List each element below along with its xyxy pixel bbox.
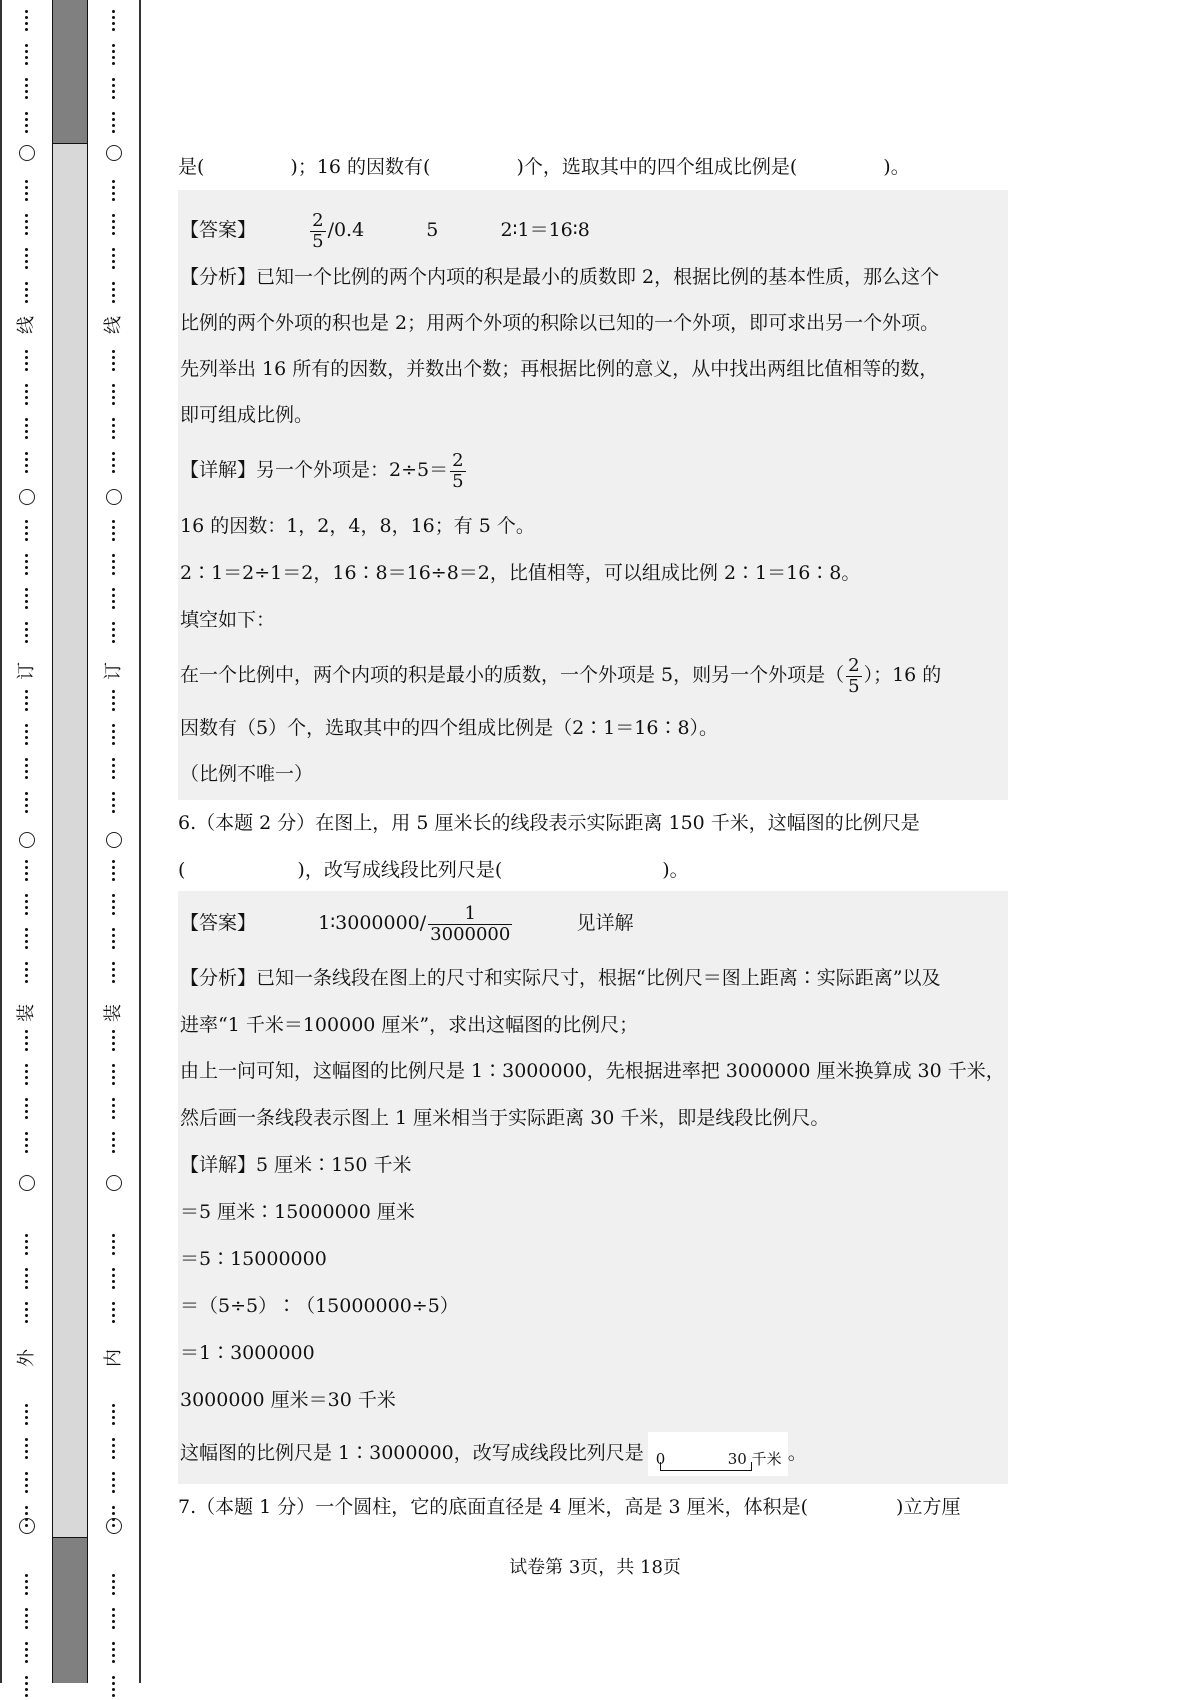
fraction [846,656,861,697]
q6-detail-line-5: 3000000 厘米＝30 千米 [180,1389,396,1411]
answer-3: 2∶1＝16∶8 [500,219,590,241]
q7-text-a: 7.（本题 1 分）一个圆柱，它的底面直径是 4 厘米，高是 3 厘米，体积是( [178,1496,809,1518]
dotted-cut-line [112,962,116,986]
q5-question-tail [178,154,910,180]
dotted-cut-line [25,1064,29,1088]
dotted-cut-line [112,350,116,374]
inner-binding-label: 装 [103,1004,124,1022]
q6-analysis-line-2: 进率“1 千米＝100000 厘米”，求出这幅图的比例尺； [180,1014,639,1036]
fraction-denominator: 5 [848,675,860,697]
answer-tag: 【答案】 [180,219,257,241]
dotted-cut-line [25,1676,29,1700]
dotted-cut-line [25,1472,29,1496]
binding-hole-circle-icon [106,489,122,505]
final-text: 这幅图的比例尺是 1∶3000000，改写成线段比列尺是 [180,1442,644,1464]
q6-text-b: )，改写成线段比列尺是( [297,859,503,881]
q7-text-b: )立方厘 [896,1496,961,1518]
binding-hole-circle-icon [19,489,35,505]
dotted-cut-line [112,44,116,68]
dotted-cut-line [25,928,29,952]
dotted-cut-line [25,1030,29,1054]
dotted-cut-line [25,894,29,918]
strip-dark-top [53,0,87,144]
answer-tag: 【答案】 [180,912,257,934]
inner-binding-label: 内 [103,1349,124,1367]
fraction-denominator: 5 [452,470,464,492]
fraction-numerator: 2 [452,449,464,471]
dotted-cut-line [25,452,29,476]
q6-analysis-line-3: 由上一问可知，这幅图的比例尺是 1∶3000000，先根据进率把 3000000 厘米换算成 30 千米， [180,1060,1005,1082]
dotted-cut-line [25,214,29,238]
dotted-cut-line [25,180,29,204]
analysis-text: 已知一条线段在图上的尺寸和实际尺寸，根据“比例尺＝图上距离∶实际距离”以及 [256,967,941,989]
dotted-cut-line [112,1302,116,1326]
analysis-text: 已知一个比例的两个内项的积是最小的质数即 2，根据比例的基本性质，那么这个 [256,266,940,288]
detail-text: 5 厘米∶150 千米 [256,1154,412,1176]
outer-binding-label: 外 [16,1349,37,1367]
dotted-cut-line [25,78,29,102]
q6-detail-line-3: ＝（5÷5）∶（15000000÷5） [180,1295,459,1317]
dotted-cut-line [25,384,29,408]
q5-text-a: 是( [178,156,205,178]
dotted-cut-line [112,1064,116,1088]
outer-binding-column [2,0,52,1683]
dotted-cut-line [112,1608,116,1632]
inner-binding-label: 订 [103,662,124,680]
dotted-cut-line [112,622,116,646]
dotted-cut-line [112,248,116,272]
q6-detail-line-4: ＝1∶3000000 [180,1342,315,1364]
dotted-cut-line [25,1642,29,1666]
binding-hole-circle-icon [19,832,35,848]
dotted-cut-line [25,44,29,68]
scale-rule [660,1462,752,1471]
dotted-cut-line [25,350,29,374]
q6-detail-line-1: ＝5 厘米∶15000000 厘米 [180,1201,415,1223]
answer-2: 见详解 [576,912,634,934]
binding-hole-circle-icon [106,145,122,161]
dotted-cut-line [112,78,116,102]
dotted-cut-line [112,792,116,816]
fraction-numerator: 2 [848,654,860,676]
answer-1-alt: /0.4 [327,219,365,241]
fraction [310,211,325,252]
dotted-cut-line [112,10,116,34]
q5-analysis-line-1 [180,264,939,290]
binding-hole-circle-icon [19,1518,35,1534]
q5-fill-line-1 [180,650,941,700]
dotted-cut-line [25,1098,29,1122]
fraction-denominator: 3000000 [430,923,511,945]
dotted-cut-line [112,112,116,136]
q5-answer-line [180,208,590,252]
analysis-tag: 【分析】 [180,266,257,288]
dotted-cut-line [25,1268,29,1292]
page-footer: 试卷第 3页，共 18页 [509,1557,681,1578]
q5-analysis-line-2: 比例的两个外项的积也是 2；用两个外项的积除以已知的一个外项，即可求出另一个外项。 [180,312,940,334]
answer-2: 5 [426,219,439,241]
analysis-tag: 【分析】 [180,967,257,989]
dotted-cut-line [112,690,116,714]
q5-detail-first [180,445,468,495]
dotted-cut-line [112,214,116,238]
q5-analysis-line-3: 先列举出 16 所有的因数，并数出个数；再根据比例的意义，从中找出两组比值相等的数， [180,358,939,380]
dotted-cut-line [112,1132,116,1156]
dotted-cut-line [112,894,116,918]
dotted-cut-line [112,724,116,748]
fraction-denominator: 5 [312,230,324,252]
dotted-cut-line [25,1234,29,1258]
dotted-cut-line [112,1438,116,1462]
q5-note: （比例不唯一） [180,763,314,785]
dotted-cut-line [25,622,29,646]
q6-question-line-1: 6.（本题 2 分）在图上，用 5 厘米长的线段表示实际距离 150 千米，这幅图的比例尺是 [178,812,920,834]
q6-text-a: ( [178,859,186,881]
q6-answer-line [180,898,633,948]
dotted-cut-line [112,928,116,952]
answer-1: 1∶3000000/ [318,912,427,934]
binding-hole-circle-icon [19,145,35,161]
dotted-cut-line [112,1642,116,1666]
q5-text-d: )。 [883,156,910,178]
q7-question [178,1494,960,1520]
dotted-cut-line [112,282,116,306]
binding-hole-circle-icon [106,832,122,848]
q5-detail-line-3: 填空如下： [180,609,276,631]
fraction [428,904,512,945]
dotted-cut-line [25,792,29,816]
fraction-numerator: 2 [312,209,324,231]
dotted-cut-line [112,384,116,408]
dotted-cut-line [112,418,116,442]
q5-analysis-line-4: 即可组成比例。 [180,404,314,426]
q5-text-c: )个，选取其中的四个组成比例是( [516,156,798,178]
binding-margin [0,0,141,1683]
outer-binding-label: 装 [16,1004,37,1022]
dotted-cut-line [25,1302,29,1326]
dotted-cut-line [112,588,116,612]
dotted-cut-line [112,180,116,204]
q5-detail-line-1: 16 的因数：1，2，4，8，16；有 5 个。 [180,515,535,537]
dotted-cut-line [25,1438,29,1462]
q6-question-line-2 [178,857,689,883]
detail-tag: 【详解】 [180,459,257,481]
dotted-cut-line [25,554,29,578]
line-scale-bar [648,1432,788,1476]
dotted-cut-line [112,1404,116,1428]
final-end: 。 [787,1442,807,1464]
detail-text: 另一个外项是：2÷5＝ [256,459,449,481]
dotted-cut-line [25,690,29,714]
dotted-cut-line [112,1472,116,1496]
dotted-cut-line [25,418,29,442]
binding-hole-circle-icon [106,1518,122,1534]
dotted-cut-line [25,248,29,272]
outer-binding-label: 订 [16,662,37,680]
dotted-cut-line [25,860,29,884]
q6-final-line [180,1428,807,1478]
fill-text-a: 在一个比例中，两个内项的积是最小的质数，一个外项是 5，则另一个外项是（ [180,664,845,686]
dotted-cut-line [25,112,29,136]
dotted-cut-line [112,554,116,578]
dotted-cut-line [25,724,29,748]
margin-border-right [139,0,141,1683]
dotted-cut-line [112,1676,116,1700]
q6-analysis-line-4: 然后画一条线段表示图上 1 厘米相当于实际距离 30 千米，即是线段比例尺。 [180,1107,830,1129]
q6-detail-line-2: ＝5∶15000000 [180,1248,327,1270]
dotted-cut-line [25,520,29,544]
dotted-cut-line [112,860,116,884]
scale-zero-label: 0 [655,1450,666,1468]
dotted-cut-line [25,588,29,612]
inner-binding-label: 线 [103,316,124,334]
q5-fill-line-2: 因数有（5）个，选取其中的四个组成比例是（2∶1＝16∶8）。 [180,717,719,739]
gray-binding-strip [52,0,88,1683]
binding-hole-circle-icon [19,1175,35,1191]
dotted-cut-line [25,758,29,782]
dotted-cut-line [25,10,29,34]
fill-text-b: ）；16 的 [863,664,942,686]
fraction-numerator: 1 [464,902,476,924]
q6-analysis-line-1 [180,965,940,991]
detail-tag: 【详解】 [180,1154,257,1176]
outer-binding-label: 线 [16,316,37,334]
q6-detail-first [180,1152,411,1178]
q5-detail-line-2: 2∶1＝2÷1＝2，16∶8＝16÷8＝2，比值相等，可以组成比例 2∶1＝16∶8。 [180,562,861,584]
scale-end-label: 30 千米 [727,1450,782,1468]
dotted-cut-line [112,520,116,544]
dotted-cut-line [112,1030,116,1054]
dotted-cut-line [112,758,116,782]
dotted-cut-line [25,282,29,306]
dotted-cut-line [112,1234,116,1258]
dotted-cut-line [112,1098,116,1122]
q5-text-b: )；16 的因数有( [290,156,431,178]
dotted-cut-line [112,1268,116,1292]
fraction [450,451,465,492]
dotted-cut-line [25,1608,29,1632]
dotted-cut-line [25,1132,29,1156]
binding-hole-circle-icon [106,1175,122,1191]
dotted-cut-line [112,452,116,476]
q6-text-c: )。 [662,859,689,881]
inner-binding-column [89,0,139,1683]
dotted-cut-line [25,1404,29,1428]
dotted-cut-line [25,962,29,986]
